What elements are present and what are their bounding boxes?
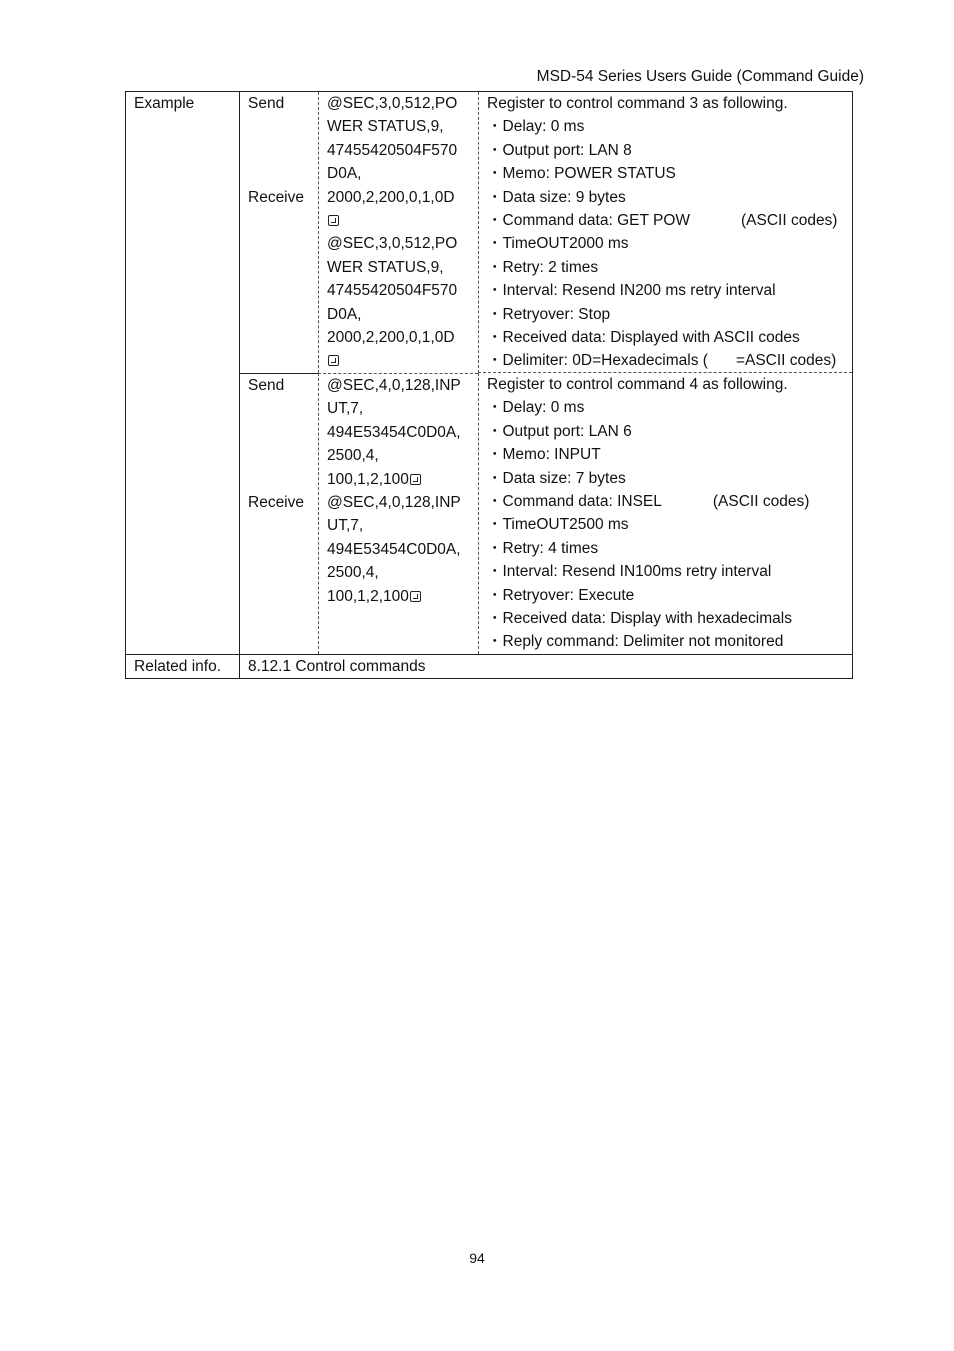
receive-line: 494E53454C0D0A, xyxy=(327,540,461,558)
page-number: 94 xyxy=(469,1250,485,1266)
send-line: @SEC,4,0,128,INP xyxy=(327,377,461,394)
return-key-icon xyxy=(410,591,421,602)
receive-line: 2000,2,200,0,1,0D xyxy=(327,328,455,346)
return-key-icon xyxy=(410,474,421,485)
command-column xyxy=(318,373,478,654)
receive-line: @SEC,4,0,128,INP xyxy=(327,493,461,511)
desc-line: ・Command data: GET POW (ASCII codes) xyxy=(487,211,838,229)
send-label: Send xyxy=(248,377,285,394)
send-line: 47455420504F570 xyxy=(327,141,458,159)
description-column xyxy=(478,373,852,654)
example-block-1 xyxy=(126,92,852,373)
receive-label: Receive xyxy=(248,188,304,206)
desc-line: ・TimeOUT2500 ms xyxy=(487,516,629,534)
desc-line: ・Data size: 7 bytes xyxy=(487,469,626,487)
desc-line: ・Reply command: Delimiter not monitored xyxy=(487,633,784,651)
related-label: Related info. xyxy=(134,658,222,675)
desc-line: ・Retry: 2 times xyxy=(487,258,599,276)
receive-line-end: 100,1,2,100 xyxy=(327,585,478,608)
desc-line: ・Memo: POWER STATUS xyxy=(487,165,676,183)
desc-line: ・Received data: Displayed with ASCII codes xyxy=(487,328,800,346)
desc-line: ・Memo: INPUT xyxy=(487,446,601,464)
receive-line: UT,7, xyxy=(327,517,364,535)
desc-line: ・Delay: 0 ms xyxy=(487,118,585,136)
receive-line: 2500,4, xyxy=(327,564,379,582)
desc-line: Register to control command 3 as following. xyxy=(487,95,788,112)
desc-line: ・TimeOUT2000 ms xyxy=(487,235,629,253)
example-block-2 xyxy=(126,373,852,654)
desc-line: ・Retry: 4 times xyxy=(487,539,599,557)
send-line: 2500,4, xyxy=(327,447,379,465)
receive-line: @SEC,3,0,512,PO xyxy=(327,235,458,253)
description-column xyxy=(478,92,852,373)
desc-line: Register to control command 4 as following. xyxy=(487,376,788,393)
related-value: 8.12.1 Control commands xyxy=(248,658,426,675)
send-line-end xyxy=(327,209,478,232)
send-line: 2000,2,200,0,1,0D xyxy=(327,188,455,206)
desc-line: ・Interval: Resend IN100ms retry interval xyxy=(487,563,772,581)
send-line-end: 100,1,2,100 xyxy=(327,468,478,491)
desc-line: ・Output port: LAN 8 xyxy=(487,141,632,159)
return-key-icon xyxy=(328,215,339,226)
example-label: Example xyxy=(134,95,195,112)
send-receive-column xyxy=(239,92,318,373)
page-header: MSD-54 Series Users Guide (Command Guide) xyxy=(536,68,864,85)
desc-line: ・Retryover: Stop xyxy=(487,305,611,323)
desc-line: ・Interval: Resend IN200 ms retry interval xyxy=(487,282,776,300)
related-info-row xyxy=(126,654,852,678)
related-label-cell xyxy=(126,655,239,678)
receive-line: D0A, xyxy=(327,305,362,323)
desc-line: ・Received data: Display with hexadecimals xyxy=(487,609,792,627)
send-receive-column xyxy=(239,373,318,654)
desc-line: ・Delimiter: 0D=Hexadecimals ( =ASCII codes) xyxy=(487,352,837,370)
command-column xyxy=(318,92,478,373)
example-table xyxy=(125,91,853,679)
receive-label: Receive xyxy=(248,493,304,511)
receive-line: WER STATUS,9, xyxy=(327,258,444,276)
desc-line: ・Data size: 9 bytes xyxy=(487,188,626,206)
send-line: UT,7, xyxy=(327,400,364,418)
desc-line: ・Output port: LAN 6 xyxy=(487,422,632,440)
send-line: WER STATUS,9, xyxy=(327,118,444,136)
related-value-cell xyxy=(239,655,852,678)
desc-line: ・Delay: 0 ms xyxy=(487,399,585,417)
desc-line: ・Retryover: Execute xyxy=(487,586,635,604)
send-label: Send xyxy=(248,95,285,112)
desc-line: ・Command data: INSEL (ASCII codes) xyxy=(487,492,810,510)
receive-line-end xyxy=(327,349,478,372)
send-line: D0A, xyxy=(327,165,362,183)
send-line: @SEC,3,0,512,PO xyxy=(327,95,458,112)
return-key-icon xyxy=(328,355,339,366)
send-line: 494E53454C0D0A, xyxy=(327,423,461,441)
receive-line: 47455420504F570 xyxy=(327,282,458,300)
